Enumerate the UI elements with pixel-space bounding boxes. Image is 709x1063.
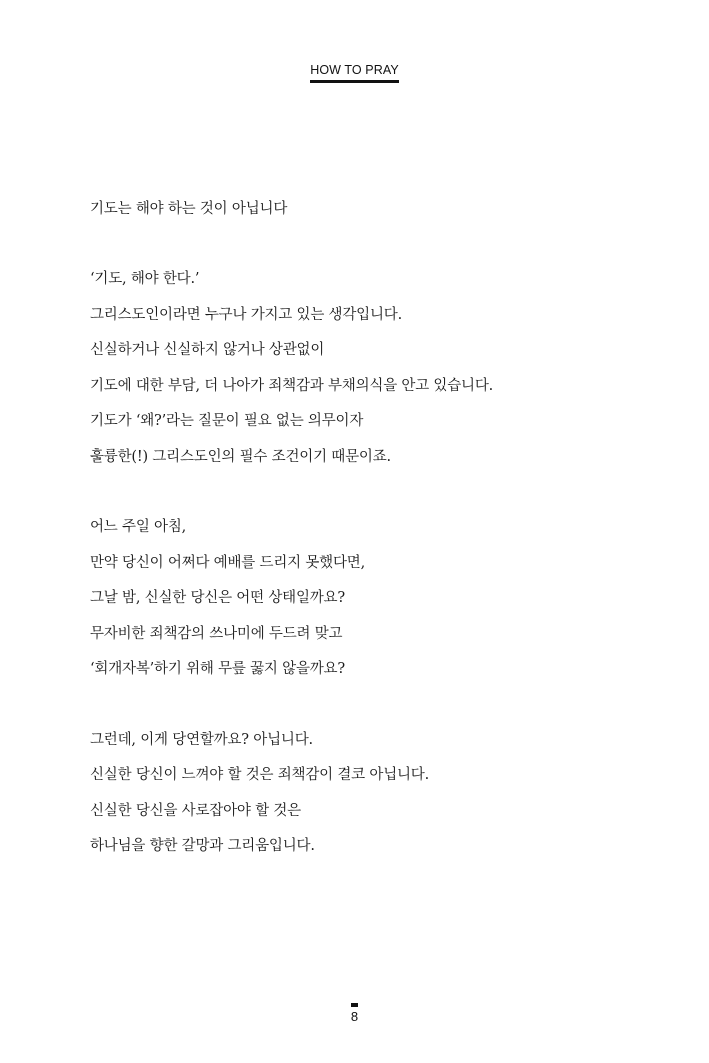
paragraph-line: 신실하거나 신실하지 않거나 상관없이 (90, 342, 325, 358)
paragraph-line: 그날 밤, 신실한 당신은 어떤 상태일까요? (90, 590, 345, 606)
paragraph-line: 어느 주일 아침, (90, 519, 187, 535)
paragraph-line: 그리스도인이라면 누구나 가지고 있는 생각입니다. (90, 307, 402, 323)
paragraph-line: 기도에 대한 부담, 더 나아가 죄책감과 부채의식을 안고 있습니다. (90, 378, 494, 394)
page-footer (0, 1003, 709, 1024)
running-header (0, 59, 709, 83)
paragraph-line: 하나님을 향한 갈망과 그리움입니다. (90, 838, 315, 854)
paragraph-line: ‘기도, 해야 한다.’ (90, 271, 200, 287)
section-heading: 기도는 해야 하는 것이 아닙니다 (90, 201, 288, 217)
page-marker (351, 1003, 358, 1007)
running-title: HOW TO PRAY (310, 63, 399, 83)
paragraph-line: 무자비한 죄책감의 쓰나미에 두드려 맞고 (90, 626, 343, 642)
paragraph-line: 그런데, 이게 당연할까요? 아닙니다. (90, 732, 313, 748)
paragraph-line: 훌륭한(!) 그리스도인의 필수 조건이기 때문이죠. (90, 449, 391, 465)
page-number: 8 (350, 1009, 359, 1024)
paragraph-line: ‘회개자복’하기 위해 무릎 꿇지 않을까요? (90, 661, 345, 677)
paragraph-line: 기도가 ‘왜?’라는 질문이 필요 없는 의무이자 (90, 413, 364, 429)
paragraph-line: 신실한 당신을 사로잡아야 할 것은 (90, 803, 301, 819)
paragraph-line: 신실한 당신이 느껴야 할 것은 죄책감이 결코 아닙니다. (90, 767, 430, 783)
paragraph-line: 만약 당신이 어쩌다 예배를 드리지 못했다면, (90, 555, 365, 571)
